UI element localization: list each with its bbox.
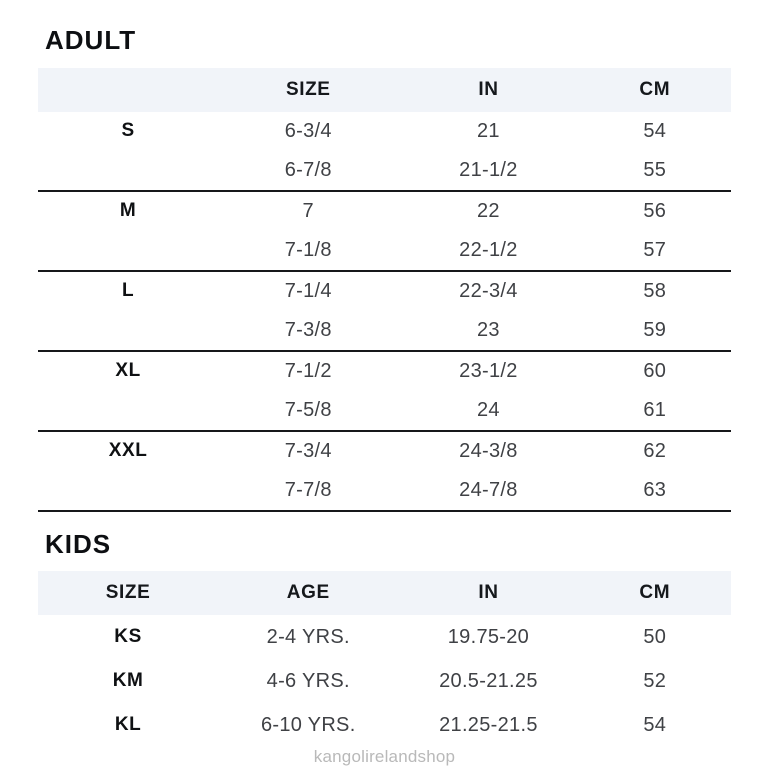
col2-cell: 6-7/8 [218,151,398,191]
col3-cell: 22-1/2 [398,231,578,271]
col3-cell: 21-1/2 [398,151,578,191]
kids-header-row [38,571,731,615]
adult-header-row [38,68,731,112]
size-label-cell: KS [114,626,142,648]
adult-col-header-size: SIZE [218,68,398,112]
col3-cell: 24 [398,391,578,431]
adult-col-header-in: IN [398,68,578,112]
size-label-cell [38,471,218,511]
size-label-cell [38,151,218,191]
adult-size-table [38,68,731,512]
col3-cell: 24-7/8 [398,471,578,511]
table-row [38,471,731,511]
col4-cell: 54 [643,119,667,142]
table-row [38,703,731,747]
col4-cell: 55 [579,151,731,191]
adult-col-header-blank [38,68,218,112]
table-row [38,659,731,703]
kids-col-header-in: IN [398,571,578,615]
watermark: kangolirelandshop [313,747,456,767]
table-row [38,351,731,391]
col4-cell: 54 [643,713,667,736]
size-label-cell: KM [112,670,144,692]
adult-col-header-cm: CM [579,68,731,112]
size-label-cell [38,231,218,271]
adult-section-title: ADULT [45,25,137,55]
size-label-cell: KL [114,714,142,736]
size-label-cell: S [121,120,135,142]
col4-cell: 63 [579,471,731,511]
col2-cell: 6-10 YRS. [260,713,356,736]
col2-cell: 7-1/4 [284,279,332,302]
col4-cell: 52 [643,669,667,692]
col4-cell: 58 [643,279,667,302]
size-label-cell: XL [115,360,141,382]
col3-cell: 19.75-20 [447,625,530,648]
col2-cell: 6-3/4 [284,119,332,142]
col3-cell: 22-3/4 [459,279,518,302]
col2-cell: 7-1/2 [284,359,332,382]
size-label-cell: XXL [108,440,148,462]
table-row [38,615,731,659]
col2-cell: 7 [302,199,314,222]
col2-cell: 7-3/8 [218,311,398,351]
table-row [38,231,731,271]
table-row [38,271,731,311]
table-row [38,191,731,231]
kids-col-header-age: AGE [218,571,398,615]
col3-cell: 22 [477,199,500,222]
col4-cell: 62 [643,439,667,462]
size-label-cell: M [119,200,137,222]
table-row [38,112,731,151]
col3-cell: 23 [398,311,578,351]
col2-cell: 7-3/4 [284,439,332,462]
col4-cell: 61 [579,391,731,431]
col2-cell: 7-1/8 [218,231,398,271]
col3-cell: 21 [477,119,500,142]
col3-cell: 20.5-21.25 [439,669,538,692]
kids-col-header-size: SIZE [38,571,218,615]
col2-cell: 2-4 YRS. [266,625,350,648]
col3-cell: 23-1/2 [459,359,518,382]
col3-cell: 21.25-21.5 [439,713,538,736]
size-label-cell [38,311,218,351]
adult-section [38,26,731,512]
kids-size-table [38,571,731,747]
kids-section [38,530,731,748]
col4-cell: 50 [643,625,667,648]
kids-col-header-cm: CM [579,571,731,615]
table-row [38,151,731,191]
col4-cell: 56 [643,199,667,222]
col2-cell: 4-6 YRS. [266,669,350,692]
col2-cell: 7-5/8 [218,391,398,431]
size-label-cell: L [121,280,135,302]
table-row [38,311,731,351]
size-label-cell [38,391,218,431]
table-row [38,431,731,471]
table-row [38,391,731,431]
col4-cell: 59 [579,311,731,351]
kids-section-title: KIDS [45,528,112,559]
col4-cell: 57 [579,231,731,271]
col2-cell: 7-7/8 [218,471,398,511]
col3-cell: 24-3/8 [459,439,518,462]
col4-cell: 60 [643,359,667,382]
